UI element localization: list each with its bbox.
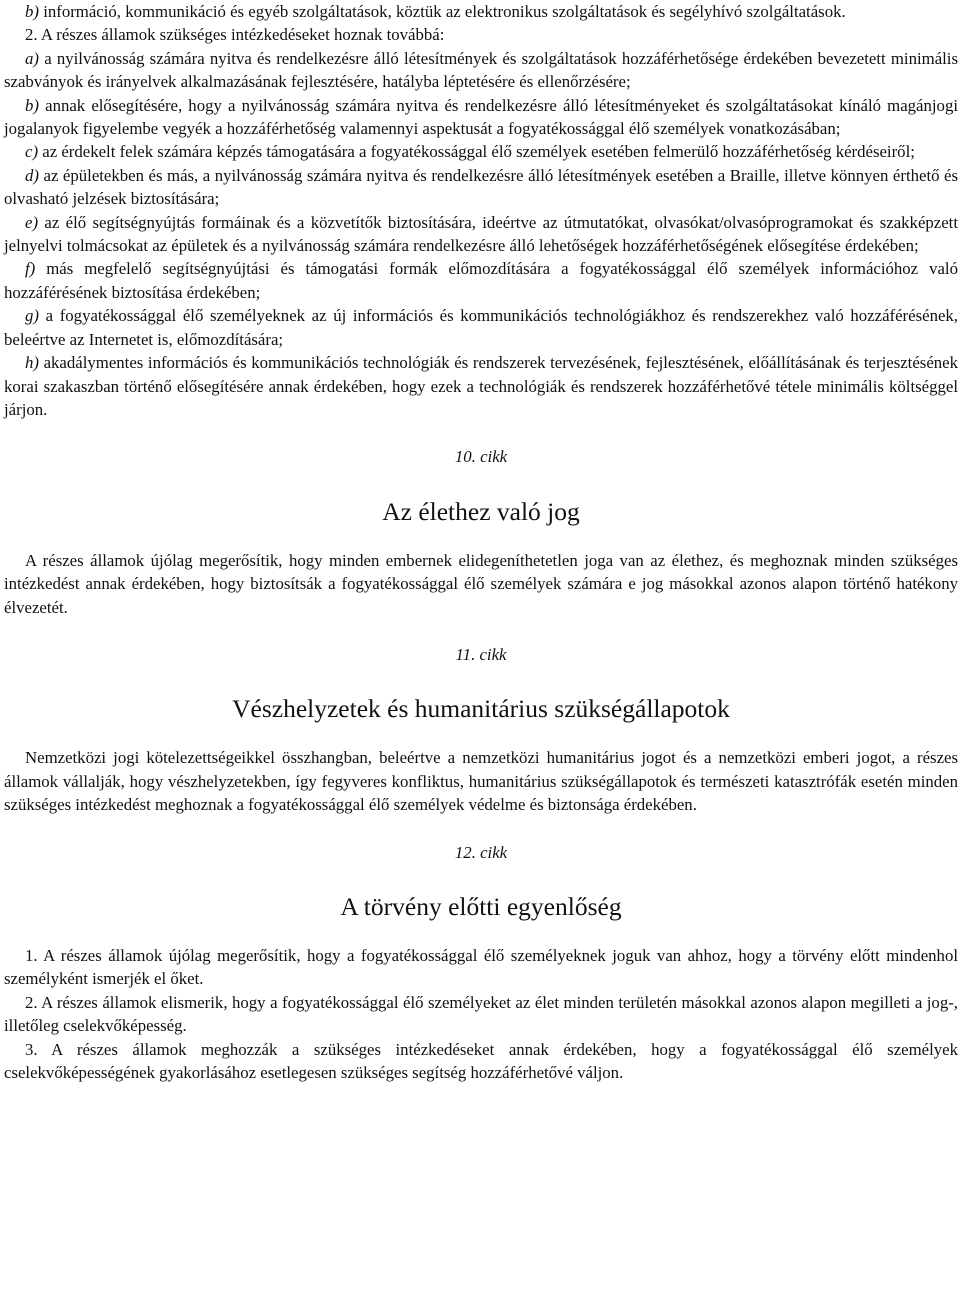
item-letter: b) [25, 95, 39, 115]
article-paragraph: Nemzetközi jogi kötelezettségeikkel összhangban, beleértve a nemzetközi humanitárius jogot és a nemzetközi emberi jogot, a részes államok vállalják, hogy vészhelyzetekben, így fegyveres konfliktus, humanitárius szükségállapotok és természeti katasztrófák esetén minden szükséges intézkedést meghoznak a fogyatékossággal élő személyek védelme és biztonsága érdekében. [4, 748, 958, 815]
item-letter: g) [25, 306, 39, 326]
item-text: akadálymentes információs és kommunikációs technológiák és rendszerek tervezésének, fejlesztésének, előállításának és terjesztésének korai szakaszban történő elősegítésére annak érdekében, hogy ezek a technológiák és rendszerek hozzáférhetővé tétele minimális költséggel járjon. [4, 353, 958, 419]
item-letter: d) [25, 165, 39, 185]
article-title: Az élethez való jog [382, 496, 580, 526]
item-text: az épületekben és más, a nyilvánosság számára nyitva és rendelkezésre álló létesítmények esetében a Braille, illetve könnyen érthető és olvasható jelzések biztosítására; [4, 165, 958, 209]
list-item [4, 304, 958, 351]
item-text: annak elősegítésére, hogy a nyilvánosság számára nyitva és rendelkezésre álló létesítményeket és szolgáltatásokat kínáló magánjogi jogalanyok figyelembe vegyék a hozzáférhetőség valamennyi aspektusát a fogyatékossággal élő személyek vonatkozásában; [4, 95, 959, 139]
item-text: a fogyatékossággal élő személyeknek az új információs és kommunikációs technológiákhoz és rendszerekhez való hozzáférésének, beleértve az Internetet is, előmozdítására; [4, 306, 958, 349]
item-letter: c) [25, 142, 39, 162]
list-item [4, 94, 958, 141]
article-paragraph: 1. A részes államok újólag megerősítik, hogy a fogyatékossággal élő személyeknek joguk van ahhoz, hogy a törvény előtt mindenhol személyként ismerjék el őket. [4, 945, 958, 989]
list-item [4, 47, 958, 94]
article-paragraph: A részes államok újólag megerősítik, hogy minden embernek elidegeníthetetlen joga van az élethez, és meghoznak minden szükséges intézkedést annak érdekében, hogy biztosítsák a fogyatékossággal élő személyek számára e jog másokkal azonos alapon történő hatékony élvezetét. [4, 550, 958, 617]
document-page [4, 0, 958, 1084]
item-text: más megfelelő segítségnyújtási és támogatási formák előmozdítására a fogyatékossággal élő személyek információhoz való hozzáférésének biztosítása érdekében; [4, 259, 958, 302]
item-letter: e) [25, 212, 39, 232]
item-letter: b) [25, 2, 39, 21]
item-text: az élő segítségnyújtás formáinak és a közvetítők biztosítására, ideértve az útmutatókat, olvasókat/olvasóprogramokat és szakképzett jelnyelvi tolmácsokat az épületek és a nyilvánosság számára rendelkezésre álló lehetőségek hozzáférhetőségének elősegítése érdekében; [4, 212, 959, 256]
item-text: a nyilvánosság számára nyitva és rendelkezésre álló létesítmények és szolgáltatások hozzáférhetősége érdekében bevezetett minimális szabványok és irányelvek alkalmazásának fejlesztésére, hatályba léptetésére és ellenőrzésére; [4, 48, 959, 92]
list-item [4, 351, 958, 421]
article-number: 11. cikk [455, 644, 507, 664]
item-letter: h) [25, 353, 39, 373]
item-text: az érdekelt felek számára képzés támogatására a fogyatékossággal élő személyek esetében felmerülő hozzáférhetőség kérdéseiről; [42, 142, 915, 162]
article-title: A törvény előtti egyenlőség [340, 891, 622, 921]
paragraph-2-intro: 2. A részes államok szükséges intézkedéseket hoznak továbbá: [25, 25, 445, 45]
list-item [4, 211, 958, 258]
article-number: 10. cikk [454, 447, 508, 467]
article-paragraph: 2. A részes államok elismerik, hogy a fogyatékossággal élő személyeket az élet minden területén másokkal azonos alapon megilleti a jog-, illetőleg cselekvőképesség. [4, 992, 958, 1036]
item-text: információ, kommunikáció és egyéb szolgáltatások, köztük az elektronikus szolgáltatások és segélyhívó szolgáltatások. [43, 2, 846, 21]
item-letter: a) [25, 48, 39, 68]
item-b-paragraph [4, 0, 958, 23]
article-number: 12. cikk [454, 842, 508, 862]
list-item [4, 140, 958, 163]
article-title: Vészhelyzetek és humanitárius szükségállapotok [232, 694, 730, 724]
article-paragraph: 3. A részes államok meghozzák a szükséges intézkedéseket annak érdekében, hogy a fogyatékossággal élő személyek cselekvőképességének gyakorlásához esetlegesen szükséges segítség hozzáférhetővé váljon. [4, 1039, 958, 1082]
list-item [4, 164, 958, 211]
item-letter: f) [25, 259, 36, 279]
list-item [4, 257, 958, 304]
